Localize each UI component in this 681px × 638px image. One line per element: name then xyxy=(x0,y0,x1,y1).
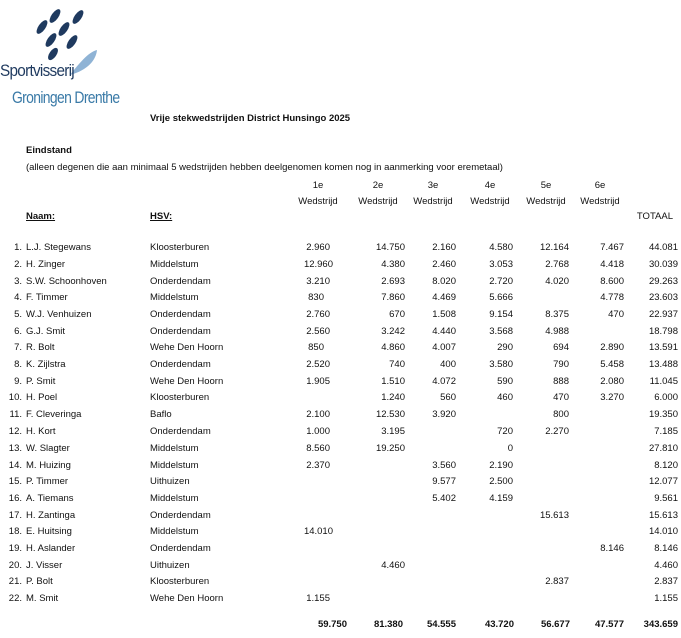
angler-name: L.J. Stegewans xyxy=(26,242,91,253)
angler-name: H. Poel xyxy=(26,392,58,403)
match-4-score: 4.159 xyxy=(489,493,513,504)
logo-text-sportvisserij: Sportvisserij xyxy=(0,61,74,80)
club-name: Onderdendam xyxy=(150,543,211,554)
match-6-score: 2.080 xyxy=(600,376,624,387)
match-5-header-sub: Wedstrijd xyxy=(526,196,566,207)
match-3-score: 4.007 xyxy=(432,342,456,353)
row-total: 13.591 xyxy=(648,342,678,353)
match-1-score: 3.210 xyxy=(306,276,330,287)
match-5-score: 800 xyxy=(553,409,569,420)
row-total: 4.460 xyxy=(654,560,678,571)
row-total: 8.120 xyxy=(654,460,678,471)
match-3-score: 1.508 xyxy=(432,309,456,320)
angler-name: W.J. Venhuizen xyxy=(26,309,92,320)
match-4-score: 9.154 xyxy=(489,309,513,320)
rank: 2. xyxy=(14,259,22,270)
rank: 5. xyxy=(14,309,22,320)
row-total: 30.039 xyxy=(648,259,678,270)
match-3-score: 400 xyxy=(440,359,456,370)
club-name: Onderdendam xyxy=(150,359,211,370)
match-2-score: 3.242 xyxy=(381,326,405,337)
name-column-header: Naam: xyxy=(26,211,56,222)
match-5-score: 4.020 xyxy=(545,276,569,287)
table-row xyxy=(0,476,681,492)
club-name: Wehe Den Hoorn xyxy=(150,342,224,353)
rank: 17. xyxy=(8,510,22,521)
match-6-header-sub: Wedstrijd xyxy=(580,196,620,207)
match-1-score: 8.560 xyxy=(306,443,330,454)
club-name: Middelstum xyxy=(150,292,199,303)
rank: 16. xyxy=(8,493,22,504)
row-total: 9.561 xyxy=(654,493,678,504)
match-6-score: 7.467 xyxy=(600,242,624,253)
angler-name: M. Smit xyxy=(26,593,59,604)
rank: 18. xyxy=(8,526,22,537)
match-5-score: 2.837 xyxy=(545,576,569,587)
total-column-header: TOTAAL xyxy=(636,211,673,222)
row-total: 19.350 xyxy=(648,409,678,420)
match-6-score: 8.146 xyxy=(600,543,624,554)
match-4-score: 290 xyxy=(497,342,513,353)
match-5-score: 4.988 xyxy=(545,326,569,337)
match-4-score: 0 xyxy=(507,443,513,454)
angler-name: E. Huitsing xyxy=(26,526,72,537)
table-row xyxy=(0,342,681,358)
rank: 20. xyxy=(8,560,22,571)
match-6-header: 6e xyxy=(594,180,606,191)
match-4-score: 720 xyxy=(497,426,513,437)
match-1-score: 2.520 xyxy=(306,359,330,370)
match-1-score: 2.560 xyxy=(306,326,330,337)
table-row xyxy=(0,593,681,609)
match-4-score: 590 xyxy=(497,376,513,387)
match-2-score: 19.250 xyxy=(375,443,405,454)
match-4-score: 2.500 xyxy=(489,476,513,487)
club-name: Kloosterburen xyxy=(150,242,210,253)
row-total: 27.810 xyxy=(648,443,678,454)
row-total: 29.263 xyxy=(648,276,678,287)
match-4-score: 2.720 xyxy=(489,276,513,287)
match-1-score: 2.370 xyxy=(306,460,330,471)
row-total: 11.045 xyxy=(649,376,678,387)
club-name: Wehe Den Hoorn xyxy=(150,376,224,387)
match-2-score: 740 xyxy=(389,359,405,370)
match-3-score: 8.020 xyxy=(432,276,456,287)
table-row xyxy=(0,326,681,342)
row-total: 18.798 xyxy=(648,326,678,337)
match-5-score: 12.164 xyxy=(539,242,569,253)
rank: 14. xyxy=(8,460,22,471)
table-row xyxy=(0,409,681,425)
rank: 12. xyxy=(8,426,22,437)
match-3-score: 560 xyxy=(440,392,456,403)
club-name: Middelstum xyxy=(150,460,199,471)
match-5-score: 15.613 xyxy=(539,510,569,521)
match-4-score: 460 xyxy=(497,392,513,403)
match-1-score: 850 xyxy=(308,342,324,353)
match-2-header: 2e xyxy=(372,180,384,191)
match-4-score: 3.580 xyxy=(489,359,513,370)
angler-name: H. Kort xyxy=(26,426,56,437)
angler-name: S.W. Schoonhoven xyxy=(26,276,107,287)
angler-name: A. Tiemans xyxy=(26,493,74,504)
match-6-score: 3.270 xyxy=(600,392,624,403)
logo xyxy=(0,0,120,118)
club-name: Onderdendam xyxy=(150,326,211,337)
angler-name: F. Cleveringa xyxy=(26,409,82,420)
table-row xyxy=(0,276,681,292)
club-name: Onderdendam xyxy=(150,309,211,320)
table-row xyxy=(0,526,681,542)
table-row xyxy=(0,543,681,559)
club-name: Kloosterburen xyxy=(150,392,210,403)
table-row xyxy=(0,426,681,442)
club-name: Onderdendam xyxy=(150,276,211,287)
match-1-score: 1.905 xyxy=(306,376,330,387)
angler-name: R. Bolt xyxy=(26,342,55,353)
angler-name: W. Slagter xyxy=(26,443,70,454)
match-2-score: 4.380 xyxy=(381,259,405,270)
document-title: Vrije stekwedstrijden District Hunsingo 2025 xyxy=(150,113,351,124)
rank: 21. xyxy=(8,576,22,587)
rank: 13. xyxy=(8,443,22,454)
match-1-score: 1.155 xyxy=(306,593,330,604)
match-1-score: 2.760 xyxy=(306,309,330,320)
match-5-score: 2.270 xyxy=(545,426,569,437)
match-5-score: 694 xyxy=(553,342,569,353)
match-4-score: 3.568 xyxy=(489,326,513,337)
angler-name: G.J. Smit xyxy=(26,326,66,337)
club-name: Middelstum xyxy=(150,526,199,537)
match-1-header: 1e xyxy=(312,180,324,191)
angler-name: F. Timmer xyxy=(26,292,68,303)
match-3-score: 4.469 xyxy=(432,292,456,303)
match-1-score: 14.010 xyxy=(303,526,333,537)
match-4-score: 2.190 xyxy=(489,460,513,471)
match-3-score: 9.577 xyxy=(432,476,456,487)
match-6-score: 4.778 xyxy=(600,292,624,303)
match-3-score: 2.160 xyxy=(432,242,456,253)
match-3-score: 4.072 xyxy=(432,376,456,387)
total-match-2: 81.380 xyxy=(373,619,403,630)
club-name: Middelstum xyxy=(150,443,199,454)
angler-name: P. Bolt xyxy=(26,576,53,587)
match-3-header: 3e xyxy=(427,180,439,191)
match-6-score: 8.600 xyxy=(600,276,624,287)
match-5-score: 2.768 xyxy=(545,259,569,270)
match-1-score: 1.000 xyxy=(306,426,330,437)
total-match-6: 47.577 xyxy=(594,619,624,630)
rank: 9. xyxy=(14,376,22,387)
total-match-1: 59.750 xyxy=(317,619,347,630)
match-5-score: 8.375 xyxy=(545,309,569,320)
match-6-score: 5.458 xyxy=(600,359,624,370)
table-row xyxy=(0,493,681,509)
club-name: Middelstum xyxy=(150,259,199,270)
row-total: 12.077 xyxy=(648,476,678,487)
match-1-score: 830 xyxy=(308,292,324,303)
grand-total: 343.659 xyxy=(643,619,678,630)
angler-name: H. Aslander xyxy=(26,543,76,554)
table-row xyxy=(0,576,681,592)
section-title: Eindstand xyxy=(26,145,72,156)
match-4-header-sub: Wedstrijd xyxy=(470,196,510,207)
rank: 3. xyxy=(14,276,22,287)
match-3-score: 3.920 xyxy=(432,409,456,420)
rank: 15. xyxy=(8,476,22,487)
club-name: Uithuizen xyxy=(150,560,190,571)
match-3-score: 3.560 xyxy=(432,460,456,471)
row-total: 8.146 xyxy=(654,543,678,554)
match-5-score: 790 xyxy=(553,359,569,370)
row-total: 6.000 xyxy=(654,392,678,403)
rank: 10. xyxy=(8,392,22,403)
row-total: 2.837 xyxy=(654,576,678,587)
club-name: Onderdendam xyxy=(150,426,211,437)
club-name: Onderdendam xyxy=(150,510,211,521)
match-3-score: 4.440 xyxy=(432,326,456,337)
table-row xyxy=(0,376,681,392)
total-match-5: 56.677 xyxy=(540,619,570,630)
total-match-4: 43.720 xyxy=(484,619,514,630)
club-name: Middelstum xyxy=(150,493,199,504)
match-6-score: 470 xyxy=(608,309,624,320)
match-2-score: 1.510 xyxy=(381,376,405,387)
match-4-score: 4.580 xyxy=(489,242,513,253)
match-2-score: 12.530 xyxy=(375,409,405,420)
eligibility-note: (alleen degenen die aan minimaal 5 wedstrijden hebben deelgenomen komen nog in aanmerking voor eremetaal) xyxy=(26,162,503,173)
match-2-header-sub: Wedstrijd xyxy=(358,196,398,207)
rank: 6. xyxy=(14,326,22,337)
angler-name: P. Timmer xyxy=(26,476,69,487)
match-1-header-sub: Wedstrijd xyxy=(298,196,338,207)
table-row xyxy=(0,259,681,275)
row-total: 15.613 xyxy=(648,510,678,521)
match-5-header: 5e xyxy=(540,180,552,191)
rank: 19. xyxy=(8,543,22,554)
match-2-score: 14.750 xyxy=(375,242,405,253)
match-5-score: 888 xyxy=(553,376,569,387)
match-6-score: 2.890 xyxy=(600,342,624,353)
row-total: 44.081 xyxy=(648,242,678,253)
table-row xyxy=(0,359,681,375)
row-total: 22.937 xyxy=(648,309,678,320)
match-3-header-sub: Wedstrijd xyxy=(413,196,453,207)
table-row xyxy=(0,510,681,526)
rank: 7. xyxy=(14,342,22,353)
match-2-score: 3.195 xyxy=(381,426,405,437)
match-2-score: 2.693 xyxy=(381,276,405,287)
match-4-score: 5.666 xyxy=(489,292,513,303)
match-1-score: 2.960 xyxy=(306,242,330,253)
total-match-3: 54.555 xyxy=(426,619,456,630)
angler-name: M. Huizing xyxy=(26,460,71,471)
rank: 22. xyxy=(8,593,22,604)
row-total: 14.010 xyxy=(648,526,678,537)
club-name: Wehe Den Hoorn xyxy=(150,593,224,604)
rank: 8. xyxy=(14,359,22,370)
row-total: 23.603 xyxy=(648,292,678,303)
table-row xyxy=(0,292,681,308)
club-name: Baflo xyxy=(150,409,172,420)
table-row xyxy=(0,560,681,576)
match-2-score: 4.460 xyxy=(381,560,405,571)
match-2-score: 1.240 xyxy=(381,392,405,403)
angler-name: K. Zijlstra xyxy=(26,359,66,370)
angler-name: H. Zantinga xyxy=(26,510,76,521)
match-4-header: 4e xyxy=(484,180,496,191)
row-total: 13.488 xyxy=(648,359,678,370)
match-3-score: 5.402 xyxy=(432,493,456,504)
angler-name: P. Smit xyxy=(26,376,56,387)
match-1-score: 12.960 xyxy=(303,259,333,270)
rank: 1. xyxy=(14,242,22,253)
rank: 4. xyxy=(14,292,22,303)
match-2-score: 4.860 xyxy=(381,342,405,353)
match-2-score: 670 xyxy=(389,309,405,320)
table-row xyxy=(0,309,681,325)
angler-name: J. Visser xyxy=(26,560,63,571)
table-row xyxy=(0,443,681,459)
logo-text-region: Groningen Drenthe xyxy=(12,88,120,107)
row-total: 1.155 xyxy=(654,593,678,604)
club-name: Uithuizen xyxy=(150,476,190,487)
club-name: Kloosterburen xyxy=(150,576,210,587)
totals-row xyxy=(0,619,681,635)
match-6-score: 4.418 xyxy=(600,259,624,270)
match-3-score: 2.460 xyxy=(432,259,456,270)
match-1-score: 2.100 xyxy=(306,409,330,420)
table-row xyxy=(0,242,681,258)
match-5-score: 470 xyxy=(553,392,569,403)
angler-name: H. Zinger xyxy=(26,259,66,270)
table-row xyxy=(0,392,681,408)
match-2-score: 7.860 xyxy=(381,292,405,303)
match-4-score: 3.053 xyxy=(489,259,513,270)
row-total: 7.185 xyxy=(654,426,678,437)
hsv-column-header: HSV: xyxy=(150,211,173,222)
table-row xyxy=(0,460,681,476)
rank: 11. xyxy=(9,409,22,420)
